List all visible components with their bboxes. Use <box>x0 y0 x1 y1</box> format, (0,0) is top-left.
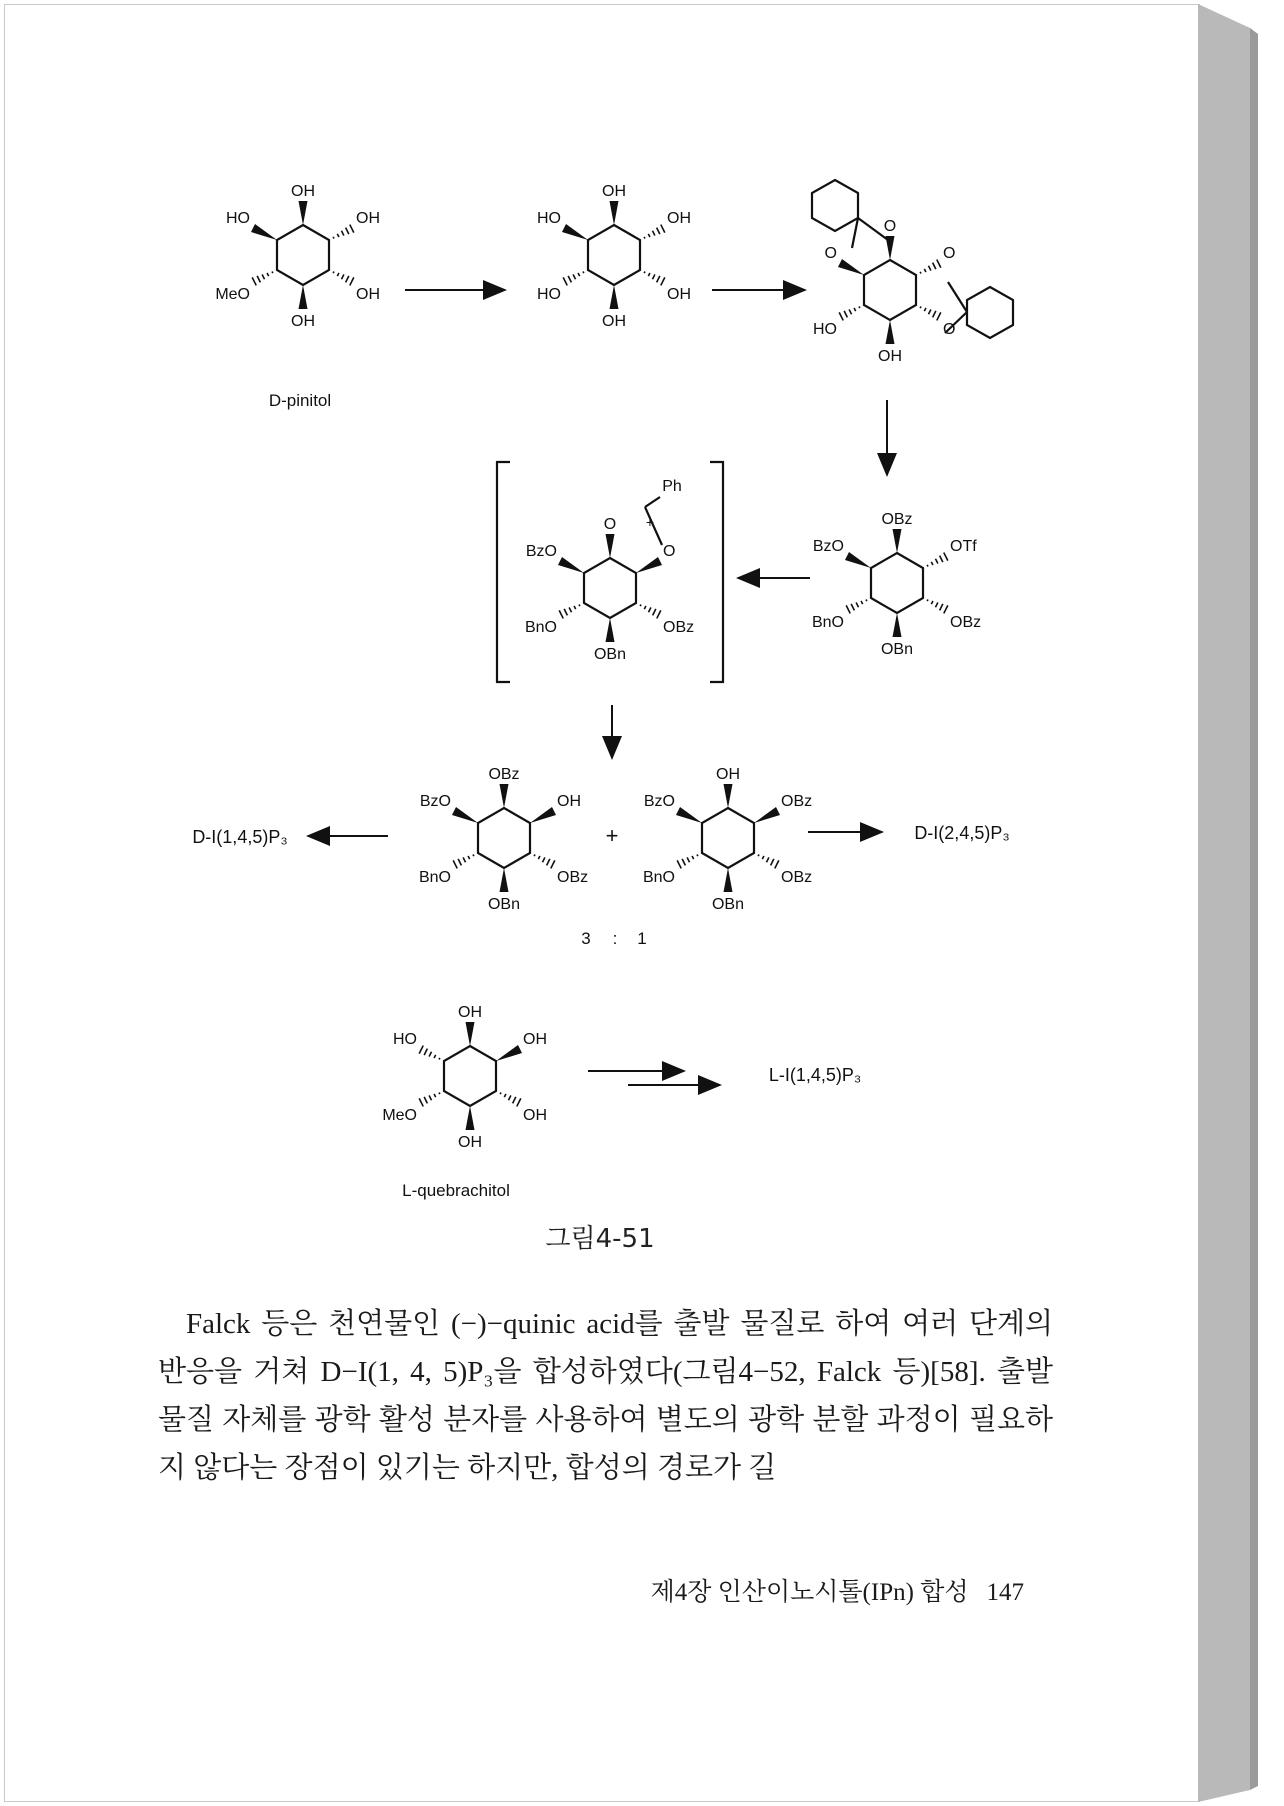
atom-label: BzO <box>419 793 451 810</box>
wedge-bond <box>496 1045 522 1061</box>
atom-label: OBn <box>593 646 627 663</box>
hash-bond <box>924 269 926 272</box>
hash-bond <box>517 1098 521 1106</box>
hash-bond <box>468 856 470 859</box>
hash-bond <box>839 312 843 320</box>
wedge-bond <box>299 285 308 309</box>
atom-label: OH <box>878 348 902 365</box>
hash-bond <box>771 859 774 865</box>
hash-bond <box>854 308 856 311</box>
wedge-bond <box>610 201 619 225</box>
wedge-bond <box>606 618 615 642</box>
atom-label: O <box>943 245 956 262</box>
atom-label: OH <box>602 313 626 330</box>
atom-label: OBz <box>663 619 695 636</box>
wedge-bond <box>251 224 277 240</box>
cyclohexane-ring <box>444 1046 496 1106</box>
hash-bond <box>775 860 779 868</box>
hash-bond <box>859 306 860 308</box>
hash-bond <box>333 237 334 239</box>
atom-label: OTf <box>950 538 977 555</box>
wedge-bond <box>299 201 308 225</box>
hash-bond <box>661 277 665 285</box>
hash-bond <box>927 565 928 567</box>
atom-label: BnO <box>642 869 675 886</box>
quebrachitol-name: L-quebrachitol <box>402 1181 510 1200</box>
atom-label: BzO <box>812 538 844 555</box>
hash-bond <box>337 273 339 276</box>
atom-label: BzO <box>643 793 675 810</box>
cyclohexane-ketal-ring <box>812 180 858 231</box>
hash-bond <box>861 601 863 604</box>
hash-bond <box>677 860 681 868</box>
page-footer <box>651 1572 1024 1608</box>
hash-bond <box>931 562 933 565</box>
atom-label: OH <box>602 183 626 200</box>
hash-bond <box>458 859 461 865</box>
hash-bond <box>766 857 768 862</box>
hash-bond <box>692 856 694 859</box>
cyclohexane-ring <box>478 808 530 868</box>
atom-label: OBn <box>880 641 914 658</box>
atom-label: HO <box>537 286 561 303</box>
body-paragraph <box>158 1300 1053 1492</box>
atom-label: O <box>603 516 617 533</box>
wedge-bond <box>500 784 509 808</box>
wedge-bond <box>452 807 478 823</box>
hash-bond <box>434 1055 436 1058</box>
hash-bond <box>846 605 850 613</box>
atom-label: HO <box>813 321 837 338</box>
hash-bond <box>644 606 646 609</box>
hash-bond <box>933 311 936 317</box>
hash-bond <box>508 1095 510 1100</box>
hash-bond <box>657 276 660 282</box>
hash-bond <box>928 309 930 314</box>
atom-label: OH <box>523 1107 547 1124</box>
hash-bond <box>920 272 921 274</box>
wedge-bond <box>610 285 619 309</box>
hash-bond <box>851 604 854 610</box>
hash-bond <box>568 276 571 282</box>
atom-label: OH <box>291 313 315 330</box>
hash-bond <box>758 854 759 856</box>
hash-bond <box>424 1049 427 1055</box>
hash-bond <box>944 605 948 613</box>
atom-label: OH <box>667 210 691 227</box>
hash-bond <box>924 308 926 311</box>
atom-label: OH <box>291 183 315 200</box>
hash-bond <box>661 225 665 233</box>
hash-bond <box>267 273 269 276</box>
hash-bond <box>940 556 943 562</box>
ratio-right: 1 <box>637 929 647 948</box>
wedge-bond <box>562 224 588 240</box>
hash-bond <box>434 1094 436 1097</box>
hash-bond <box>937 312 941 320</box>
hash-bond <box>439 1058 440 1060</box>
atom-label: HO <box>226 210 250 227</box>
hash-bond <box>504 1094 506 1097</box>
page-number: 147 <box>986 1579 1024 1606</box>
hash-bond <box>419 1098 423 1106</box>
hash-bond <box>935 559 937 564</box>
hash-bond <box>644 237 645 239</box>
cyclohexane-ring <box>871 553 923 613</box>
hash-bond <box>534 854 535 856</box>
atom-label: OH <box>458 1134 482 1151</box>
plus-sign: + <box>605 823 619 848</box>
atom-label: MeO <box>382 1107 417 1124</box>
hash-bond <box>350 225 354 233</box>
hash-bond <box>569 607 571 612</box>
hash-bond <box>648 234 650 237</box>
hash-bond <box>762 856 764 859</box>
hash-bond <box>927 599 928 601</box>
ratio-left: 3 <box>581 929 591 948</box>
hash-bond <box>439 1092 440 1094</box>
hash-bond <box>928 266 930 271</box>
hash-bond <box>341 274 343 279</box>
hash-bond <box>849 309 851 314</box>
hash-bond <box>337 234 339 237</box>
ratio-colon: : <box>612 929 618 948</box>
wedge-bond <box>558 557 584 573</box>
hash-bond <box>697 854 698 856</box>
hash-bond <box>648 607 650 612</box>
wedge-bond <box>466 1022 475 1046</box>
hash-bond <box>538 856 540 859</box>
cyclohexane-ring <box>588 225 640 285</box>
atom-label: OH <box>557 793 581 810</box>
product-d-i245p3: D-I(2,4,5)P₃ <box>914 823 1010 843</box>
wedge-bond <box>636 557 662 573</box>
atom-label: OBz <box>488 766 520 783</box>
hash-bond <box>429 1052 431 1057</box>
hash-bond <box>513 1097 516 1103</box>
hash-bond <box>453 860 457 868</box>
atom-label: OH <box>356 210 380 227</box>
hash-bond <box>547 859 550 865</box>
hash-bond <box>940 604 943 610</box>
hash-bond <box>424 1097 427 1103</box>
hash-bond <box>583 271 584 273</box>
atom-label: O <box>663 543 676 560</box>
atom-label: OBz <box>781 869 813 886</box>
atom-label: OH <box>716 766 740 783</box>
bracket-right <box>710 462 723 682</box>
atom-label: OBn <box>711 896 745 913</box>
hash-bond <box>578 273 580 276</box>
hash-bond <box>341 231 343 236</box>
hash-bond <box>579 604 580 606</box>
ketal-bond <box>852 218 858 248</box>
cyclohexane-ketal-ring <box>967 287 1013 338</box>
wedge-bond <box>676 807 702 823</box>
hash-bond <box>844 311 847 317</box>
cyclohexane-ring <box>702 808 754 868</box>
atom-label: OBz <box>881 511 913 528</box>
hash-bond <box>346 276 349 282</box>
product-d-i145p3: D-I(1,4,5)P₃ <box>192 827 288 847</box>
hash-bond <box>644 271 645 273</box>
hash-bond <box>657 610 661 618</box>
atom-label: OBz <box>557 869 589 886</box>
atom-label: HO <box>393 1031 417 1048</box>
hash-bond <box>563 277 567 285</box>
hash-bond <box>559 610 563 618</box>
ketal-bond <box>948 282 967 312</box>
hash-bond <box>866 599 867 601</box>
hash-bond <box>937 260 941 268</box>
wedge-bond <box>724 868 733 892</box>
pinitol-name: D-pinitol <box>268 391 332 410</box>
hash-bond <box>564 609 567 615</box>
hash-bond <box>920 306 921 308</box>
hash-bond <box>648 273 650 276</box>
wedge-bond <box>724 784 733 808</box>
hash-bond <box>657 228 660 234</box>
hash-bond <box>419 1046 423 1054</box>
product-l-i145p3: L-I(1,4,5)P₃ <box>768 1065 862 1085</box>
hash-bond <box>500 1092 501 1094</box>
cyclohexane-ring <box>277 225 329 285</box>
hash-bond <box>333 271 334 273</box>
hash-bond <box>473 854 474 856</box>
bracket-left <box>497 462 510 682</box>
hash-bond <box>346 228 349 234</box>
atom-label: O <box>824 245 837 262</box>
wedge-bond <box>845 552 871 568</box>
hash-bond <box>262 274 264 279</box>
wedge-bond <box>754 807 780 823</box>
chapter-title: 제4장 인산이노시톨(IPn) 합성 <box>650 1579 969 1606</box>
hash-bond <box>935 602 937 607</box>
paragraph-text: Falck 등은 천연물인 (−)−quinic acid를 출발 물질로 하여 여러 단계의 반응을 거쳐 D−I(1, 4, 5)P₃을 합성하였다(그림4−52, Falck 등)[58]. 출발 물질 자체를 광학 활성 분자를 사용하여 별도의 광학 분할 과정이 필요하지 않다는 장점이 있기는 하지만, 합성의 경로가 길 <box>158 1308 1053 1484</box>
hash-bond <box>573 274 575 279</box>
atom-label: MeO <box>215 286 250 303</box>
figure-caption: 그림4-51 <box>545 1224 655 1254</box>
hash-bond <box>350 277 354 285</box>
hash-bond <box>652 231 654 236</box>
wedge-bond <box>500 868 509 892</box>
phenyl-label: Ph <box>662 478 682 495</box>
hash-bond <box>272 271 273 273</box>
hash-bond <box>682 859 685 865</box>
wedge-bond <box>530 807 556 823</box>
wedge-bond <box>893 613 902 637</box>
atom-label: BnO <box>524 619 557 636</box>
hash-bond <box>944 553 948 561</box>
atom-label: OH <box>667 286 691 303</box>
cyclohexane-ring <box>864 260 916 320</box>
hash-bond <box>252 277 256 285</box>
hash-bond <box>653 609 656 615</box>
hash-bond <box>856 602 858 607</box>
wedge-bond <box>606 534 615 558</box>
atom-label: O <box>943 321 956 338</box>
hash-bond <box>931 601 933 604</box>
hash-bond <box>687 857 689 862</box>
hash-bond <box>551 860 555 868</box>
wedge-bond <box>886 320 895 344</box>
hash-bond <box>429 1095 431 1100</box>
hash-bond <box>257 276 260 282</box>
atom-label: BnO <box>418 869 451 886</box>
atom-label: OH <box>458 1004 482 1021</box>
positive-charge: + <box>645 514 655 530</box>
wedge-bond <box>893 529 902 553</box>
wedge-bond <box>838 259 864 275</box>
hash-bond <box>933 263 936 269</box>
atom-label: OH <box>356 286 380 303</box>
dioxolane-bond <box>645 497 660 507</box>
atom-label: OH <box>523 1031 547 1048</box>
hash-bond <box>463 857 465 862</box>
atom-label: BnO <box>811 614 844 631</box>
atom-label: HO <box>537 210 561 227</box>
atom-label: OBz <box>950 614 982 631</box>
atom-label: BzO <box>525 543 557 560</box>
hash-bond <box>574 606 576 609</box>
atom-label: OBn <box>487 896 521 913</box>
cyclohexane-ring <box>584 558 636 618</box>
hash-bond <box>542 857 544 862</box>
atom-label: O <box>883 218 897 235</box>
atom-label: OBz <box>781 793 813 810</box>
hash-bond <box>640 604 641 606</box>
wedge-bond <box>466 1106 475 1130</box>
hash-bond <box>652 274 654 279</box>
